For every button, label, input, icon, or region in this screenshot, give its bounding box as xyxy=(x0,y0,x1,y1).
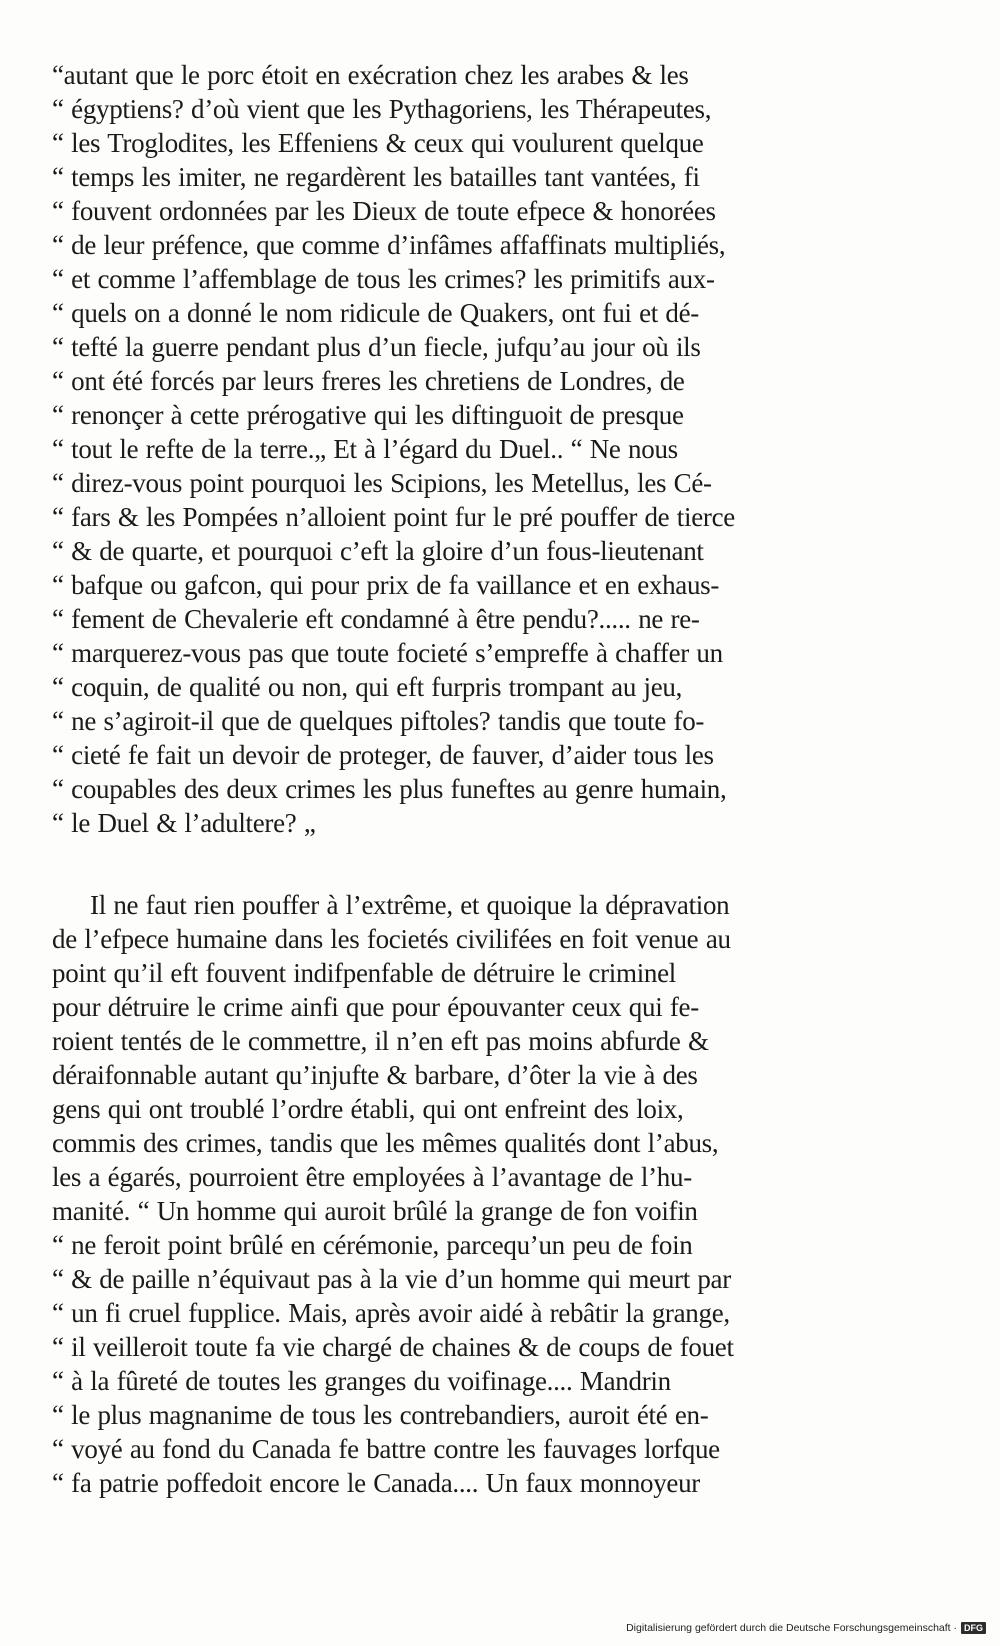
text-line: “ coupables des deux crimes les plus funeftes au genre humain, xyxy=(52,774,727,804)
text-line: Il ne faut rien pouffer à l’extrême, et quoique la dépravation xyxy=(90,890,730,920)
text-line: déraifonnable autant qu’injufte & barbare, d’ôter la vie à des xyxy=(52,1060,698,1090)
text-line: “ fa patrie poffedoit encore le Canada.... Un faux monnoyeur xyxy=(52,1468,700,1498)
quoted-passage xyxy=(52,58,932,840)
footer-text: Digitalisierung gefördert durch die Deutsche Forschungsgemeinschaft · xyxy=(626,1622,957,1634)
text-line: “ renonçer à cette prérogative qui les diftinguoit de presque xyxy=(52,400,684,430)
text-line: “ ne s’agiroit-il que de quelques piftoles? tandis que toute fo- xyxy=(52,706,705,736)
body-paragraph xyxy=(52,888,932,1500)
text-line: “ cieté fe fait un devoir de proteger, de fauver, d’aider tous les xyxy=(52,740,714,770)
text-line: “ il veilleroit toute fa vie chargé de chaines & de coups de fouet xyxy=(52,1332,734,1362)
digitization-footer xyxy=(626,1618,986,1638)
text-line: “ voyé au fond du Canada fe battre contre les fauvages lorfque xyxy=(52,1434,720,1464)
text-line: les a égarés, pourroient être employées à l’avantage de l’hu- xyxy=(52,1162,692,1192)
text-line: commis des crimes, tandis que les mêmes qualités dont l’abus, xyxy=(52,1128,719,1158)
text-line: “ le Duel & l’adultere? „ xyxy=(52,808,316,838)
text-line: “ à la fûreté de toutes les granges du voifinage.... Mandrin xyxy=(52,1366,671,1396)
text-line: “ les Troglodites, les Effeniens & ceux qui voulurent quelque xyxy=(52,128,704,158)
text-line: “ bafque ou gafcon, qui pour prix de fa vaillance et en exhaus- xyxy=(52,570,720,600)
text-line: point qu’il eft fouvent indifpenfable de détruire le criminel xyxy=(52,958,676,988)
text-line: “ temps les imiter, ne regardèrent les batailles tant vantées, fi xyxy=(52,162,700,192)
text-line: “ le plus magnanime de tous les contrebandiers, auroit été en- xyxy=(52,1400,709,1430)
text-line: “autant que le porc étoit en exécration chez les arabes & les xyxy=(52,60,689,90)
text-line: de l’efpece humaine dans les focietés civilifées en foit venue au xyxy=(52,924,731,954)
text-line: “ de leur préfence, que comme d’infâmes affaffinats multipliés, xyxy=(52,230,726,260)
text-line: “ coquin, de qualité ou non, qui eft furpris trompant au jeu, xyxy=(52,672,683,702)
text-line: “ et comme l’affemblage de tous les crimes? les primitifs aux- xyxy=(52,264,715,294)
text-line: “ marquerez-vous pas que toute focieté s’empreffe à chaffer un xyxy=(52,638,723,668)
text-line: “ ont été forcés par leurs freres les chretiens de Londres, de xyxy=(52,366,685,396)
text-line: “ tefté la guerre pendant plus d’un fiecle, jufqu’au jour où ils xyxy=(52,332,701,362)
text-line: “ un fi cruel fupplice. Mais, après avoir aidé à rebâtir la grange, xyxy=(52,1298,730,1328)
text-line: “ fement de Chevalerie eft condamné à être pendu?..... ne re- xyxy=(52,604,700,634)
dfg-logo-icon: DFG xyxy=(961,1622,986,1634)
text-line: “ fars & les Pompées n’alloient point fur le pré pouffer de tierce xyxy=(52,502,735,532)
text-line: manité. “ Un homme qui auroit brûlé la grange de fon voifin xyxy=(52,1196,698,1226)
text-line: “ quels on a donné le nom ridicule de Quakers, ont fui et dé- xyxy=(52,298,699,328)
text-line: “ fouvent ordonnées par les Dieux de toute efpece & honorées xyxy=(52,196,716,226)
text-line: pour détruire le crime ainfi que pour épouvanter ceux qui fe- xyxy=(52,992,699,1022)
text-line: “ & de quarte, et pourquoi c’eft la gloire d’un fous-lieutenant xyxy=(52,536,704,566)
text-line: “ ne feroit point brûlé en cérémonie, parcequ’un peu de foin xyxy=(52,1230,693,1260)
text-line: “ égyptiens? d’où vient que les Pythagoriens, les Thérapeutes, xyxy=(52,94,712,124)
text-line: roient tentés de le commettre, il n’en eft pas moins abfurde & xyxy=(52,1026,709,1056)
text-line: “ tout le refte de la terre.„ Et à l’égard du Duel.. “ Ne nous xyxy=(52,434,678,464)
text-line: gens qui ont troublé l’ordre établi, qui ont enfreint des loix, xyxy=(52,1094,684,1124)
text-line: “ direz-vous point pourquoi les Scipions, les Metellus, les Cé- xyxy=(52,468,712,498)
text-line: “ & de paille n’équivaut pas à la vie d’un homme qui meurt par xyxy=(52,1264,731,1294)
